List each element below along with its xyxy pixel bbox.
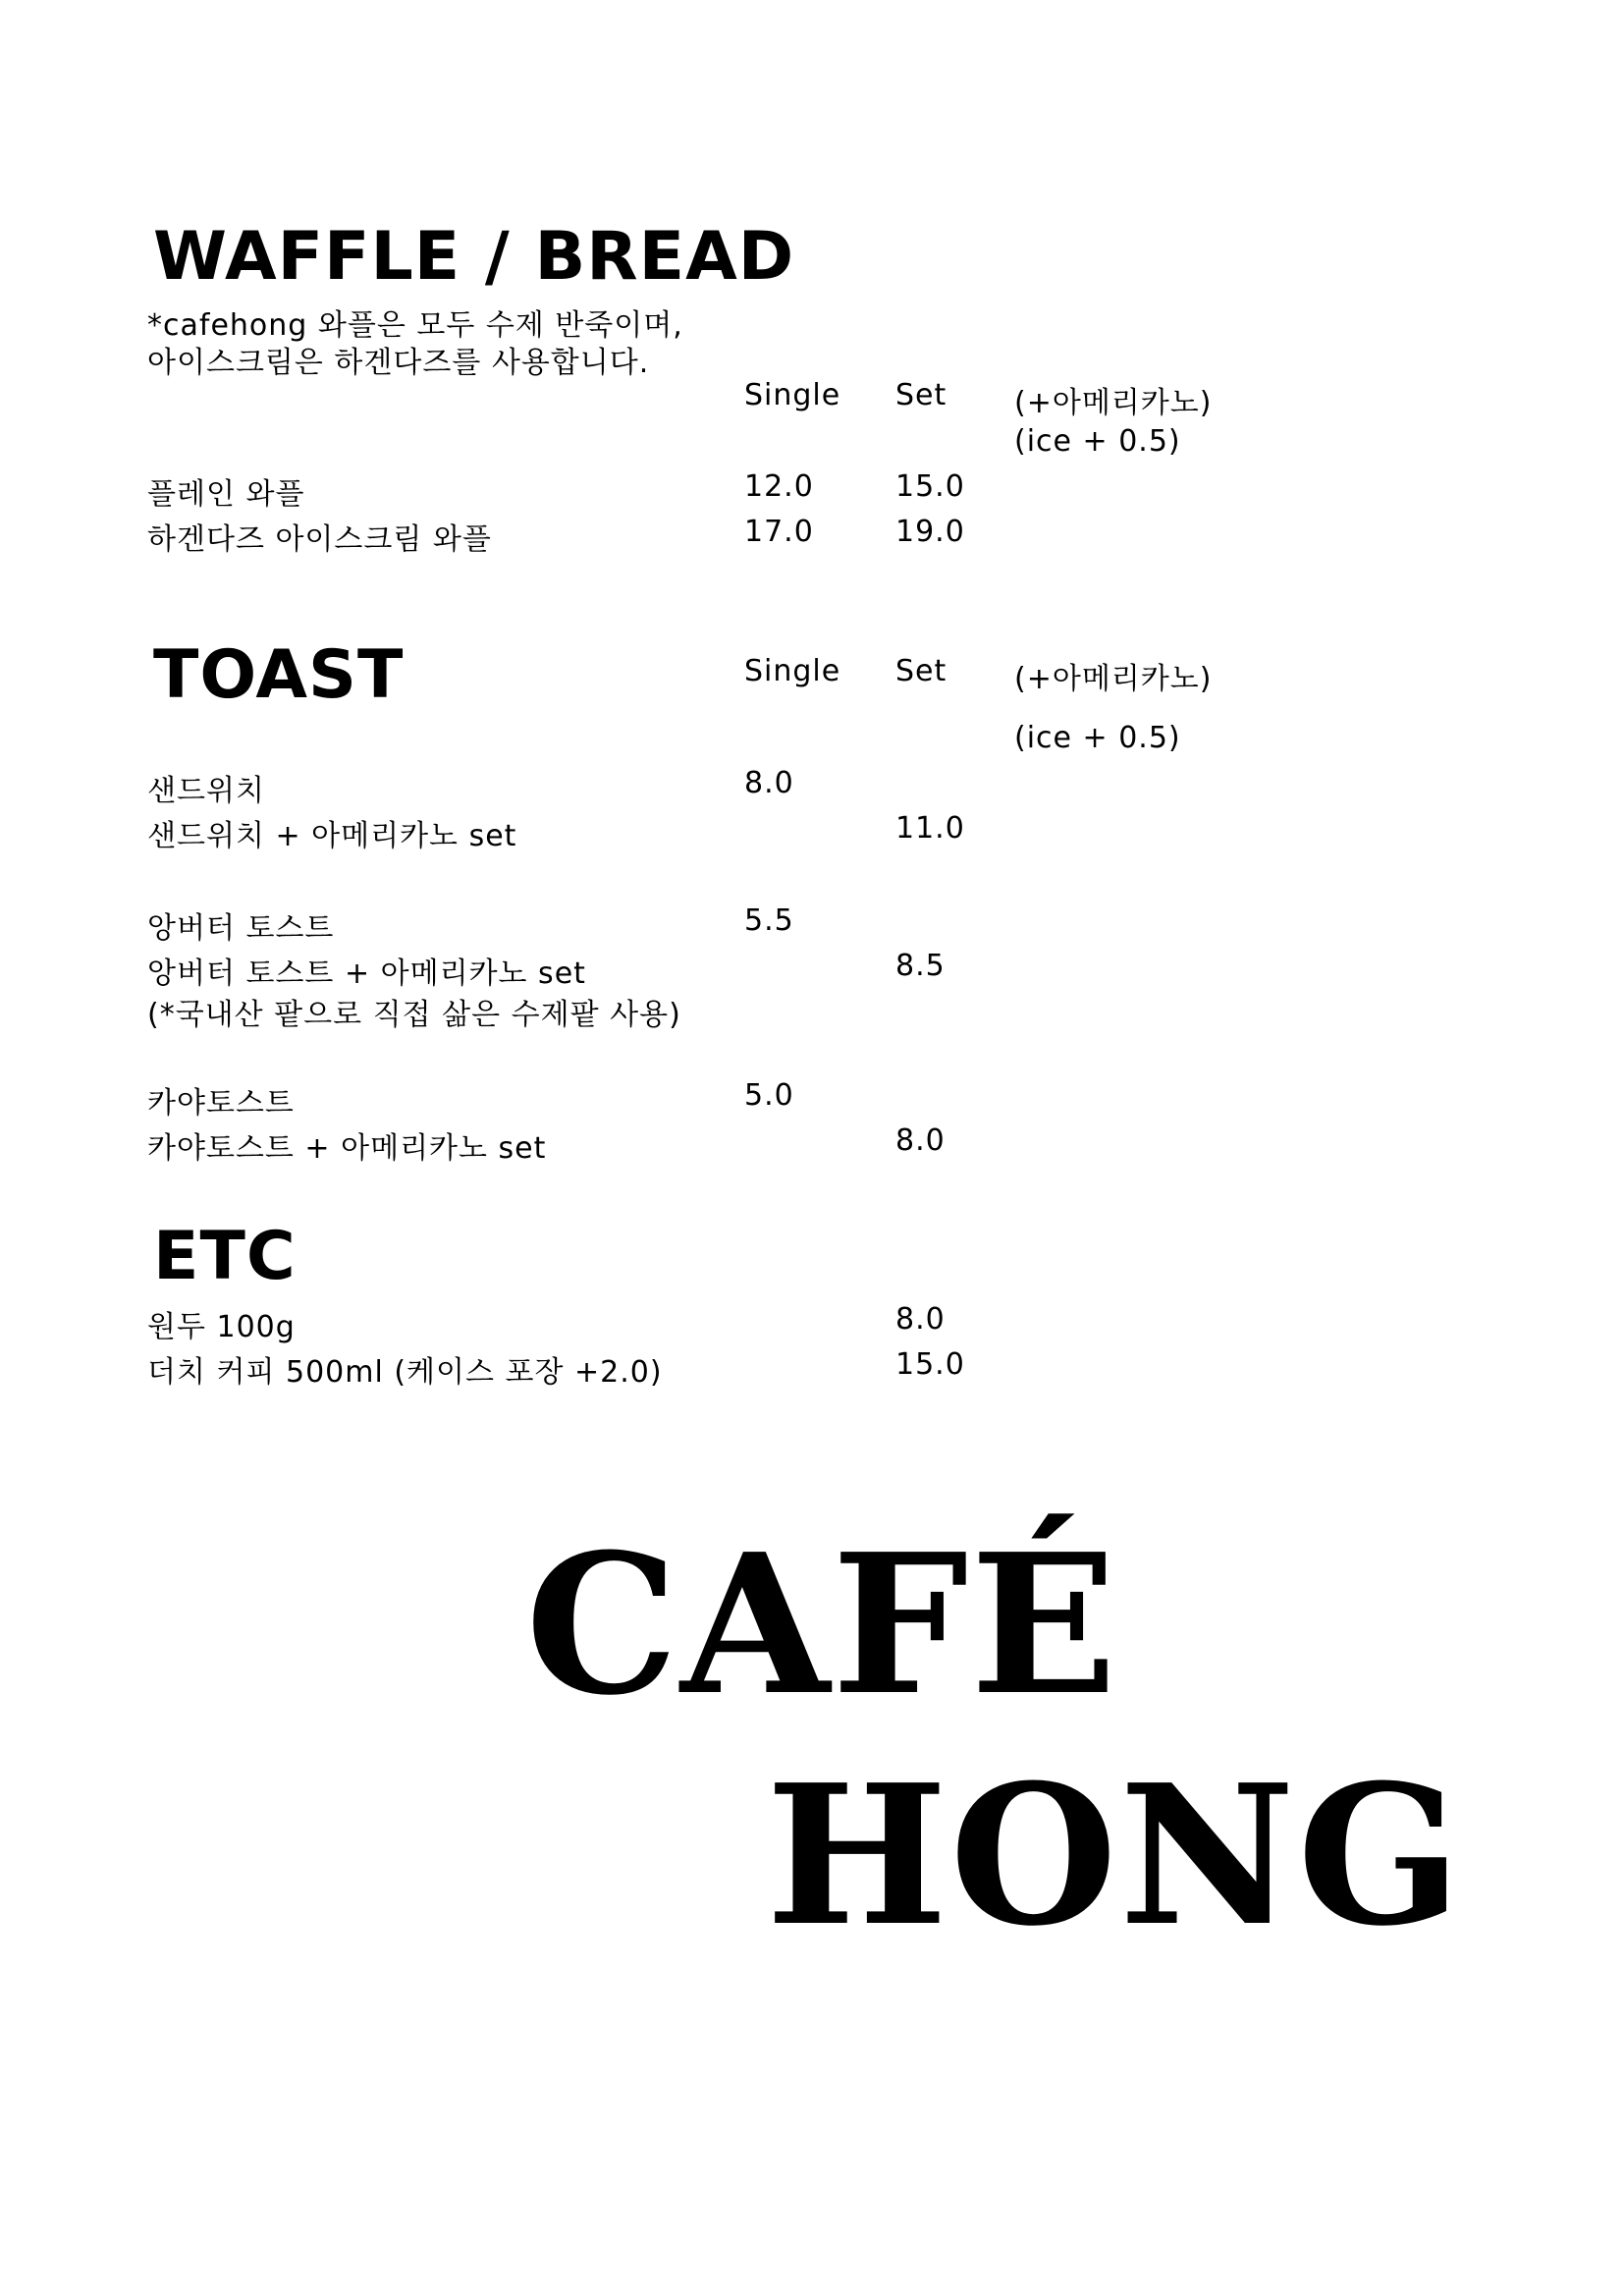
menu-item-single-price: 5.5 <box>744 903 794 938</box>
menu-item-set-price: 8.5 <box>895 949 946 983</box>
menu-item-name: 앙버터 토스트 <box>147 911 335 946</box>
toast-section-title: TOAST <box>153 636 405 714</box>
menu-item-note: (*국내산 팥으로 직접 삶은 수제팥 사용) <box>147 998 681 1032</box>
menu-item-single-price: 12.0 <box>744 469 814 504</box>
menu-item-name: 샌드위치 <box>147 774 265 808</box>
waffle-col-extra: (+아메리카노) <box>1014 386 1213 420</box>
menu-item-name: 하겐다즈 아이스크림 와플 <box>147 522 492 557</box>
waffle-note-line2: 아이스크림은 하겐다즈를 사용합니다. <box>147 346 650 380</box>
toast-col-set: Set <box>895 654 947 688</box>
toast-col-extra: (+아메리카노) <box>1014 662 1213 696</box>
menu-item-name: 샌드위치 + 아메리카노 set <box>147 819 517 853</box>
waffle-col-ice: (ice + 0.5) <box>1014 424 1181 459</box>
menu-item-single-price: 5.0 <box>744 1078 794 1113</box>
menu-item-name: 원두 100g <box>147 1310 296 1344</box>
menu-item-single-price: 17.0 <box>744 515 814 549</box>
menu-item-set-price: 19.0 <box>895 515 965 549</box>
menu-item-set-price: 15.0 <box>895 1347 965 1382</box>
menu-item-set-price: 8.0 <box>895 1123 946 1158</box>
brand-line2: HONG <box>766 1743 1464 1969</box>
menu-item-set-price: 15.0 <box>895 469 965 504</box>
menu-item-single-price: 8.0 <box>744 766 794 800</box>
menu-item-name: 더치 커피 500ml (케이스 포장 +2.0) <box>147 1355 663 1390</box>
toast-col-single: Single <box>744 654 841 688</box>
waffle-col-single: Single <box>744 378 841 412</box>
menu-item-set-price: 11.0 <box>895 811 965 846</box>
menu-item-name: 플레인 와플 <box>147 477 305 512</box>
toast-col-ice: (ice + 0.5) <box>1014 721 1181 755</box>
menu-item-name: 카야토스트 <box>147 1086 295 1121</box>
menu-item-name: 카야토스트 + 아메리카노 set <box>147 1131 547 1166</box>
waffle-section-title: WAFFLE / BREAD <box>153 218 795 296</box>
brand-line1: CAFÉ <box>525 1512 1119 1738</box>
menu-item-name: 앙버터 토스트 + 아메리카노 set <box>147 957 586 991</box>
menu-item-set-price: 8.0 <box>895 1302 946 1337</box>
waffle-note-line1: *cafehong 와플은 모두 수제 반죽이며, <box>147 308 683 343</box>
etc-section-title: ETC <box>153 1218 297 1295</box>
waffle-col-set: Set <box>895 378 947 412</box>
